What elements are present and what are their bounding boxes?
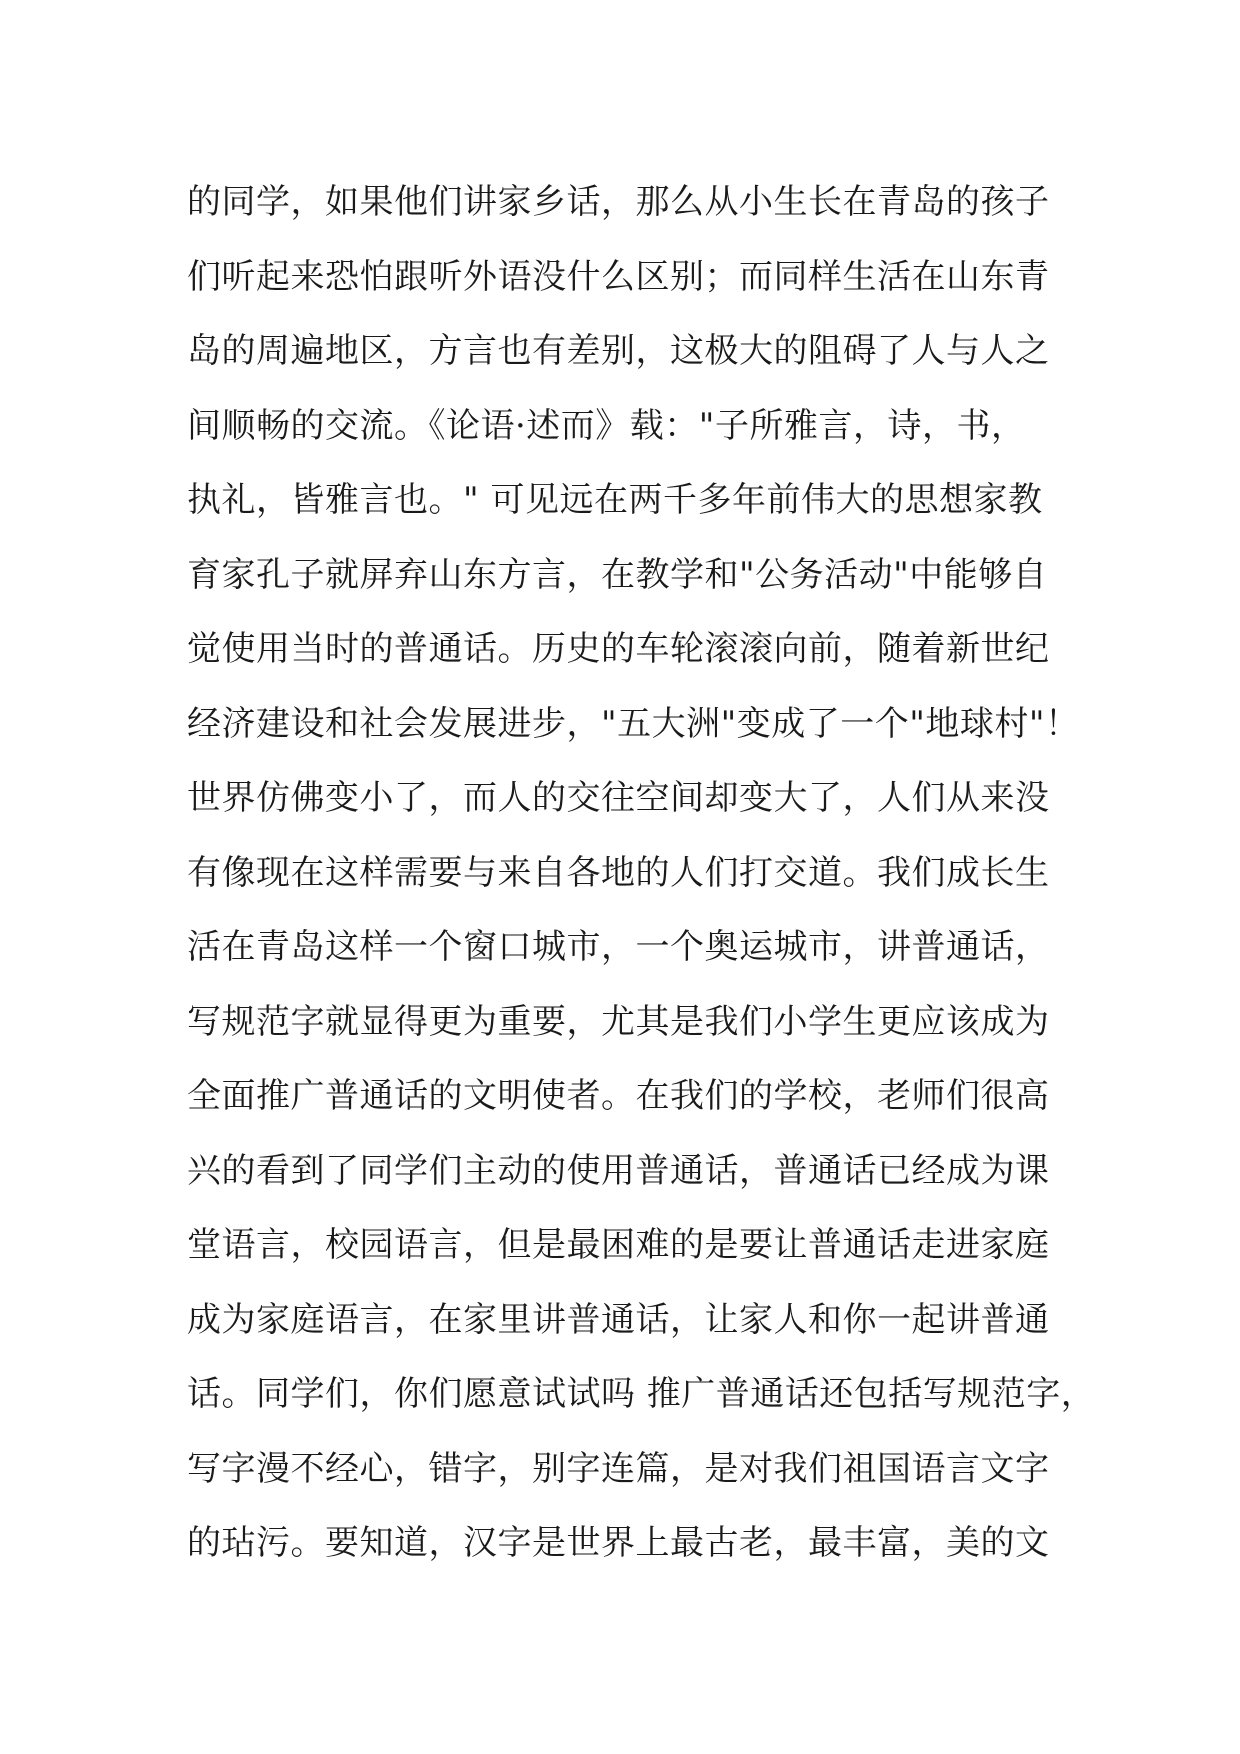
text-line: 觉使用当时的普通话。历史的车轮滚滚向前，随着新世纪 [187, 629, 1050, 669]
text-line: 写字漫不经心，错字，别字连篇，是对我们祖国语言文字 [187, 1448, 1050, 1489]
text-line: 岛的周遍地区，方言也有差别，这极大的阻碍了人与人之 [187, 331, 1050, 371]
text-line: 全面推广普通话的文明使者。在我们的学校，老师们很高 [187, 1076, 1050, 1116]
text-line: 有像现在这样需要与来自各地的人们打交道。我们成长生 [187, 852, 1050, 893]
text-line: 话。同学们，你们愿意试试吗 推广普通话还包括写规范字， [187, 1374, 1096, 1414]
text-line: 成为家庭语言，在家里讲普通话，让家人和你一起讲普通 [187, 1299, 1050, 1340]
text-line: 执礼，皆雅言也。" 可见远在两千多年前伟大的思想家教 [187, 480, 1043, 520]
text-line: 写规范字就显得更为重要，尤其是我们小学生更应该成为 [187, 1001, 1050, 1042]
text-line: 活在青岛这样一个窗口城市，一个奥运城市，讲普通话， [187, 927, 1050, 967]
text-line: 的玷污。要知道，汉字是世界上最古老，最丰富，美的文 [187, 1523, 1050, 1563]
text-line: 经济建设和社会发展进步，"五大洲"变成了一个"地球村"！ [187, 703, 1080, 744]
text-line: 兴的看到了同学们主动的使用普通话，普通话已经成为课 [187, 1150, 1050, 1191]
text-line: 育家孔子就屏弃山东方言，在教学和"公务活动"中能够自 [187, 554, 1048, 595]
text-line: 的同学，如果他们讲家乡话，那么从小生长在青岛的孩子 [187, 182, 1050, 222]
text-line: 堂语言，校园语言，但是最困难的是要让普通话走进家庭 [187, 1225, 1050, 1265]
text-line: 间顺畅的交流。《论语·述而》载："子所雅言，诗，书， [187, 405, 1026, 446]
body-text [187, 165, 1096, 1581]
text-line: 们听起来恐怕跟听外语没什么区别；而同样生活在山东青 [187, 256, 1050, 297]
text-line: 世界仿佛变小了，而人的交往空间却变大了，人们从来没 [187, 778, 1050, 818]
